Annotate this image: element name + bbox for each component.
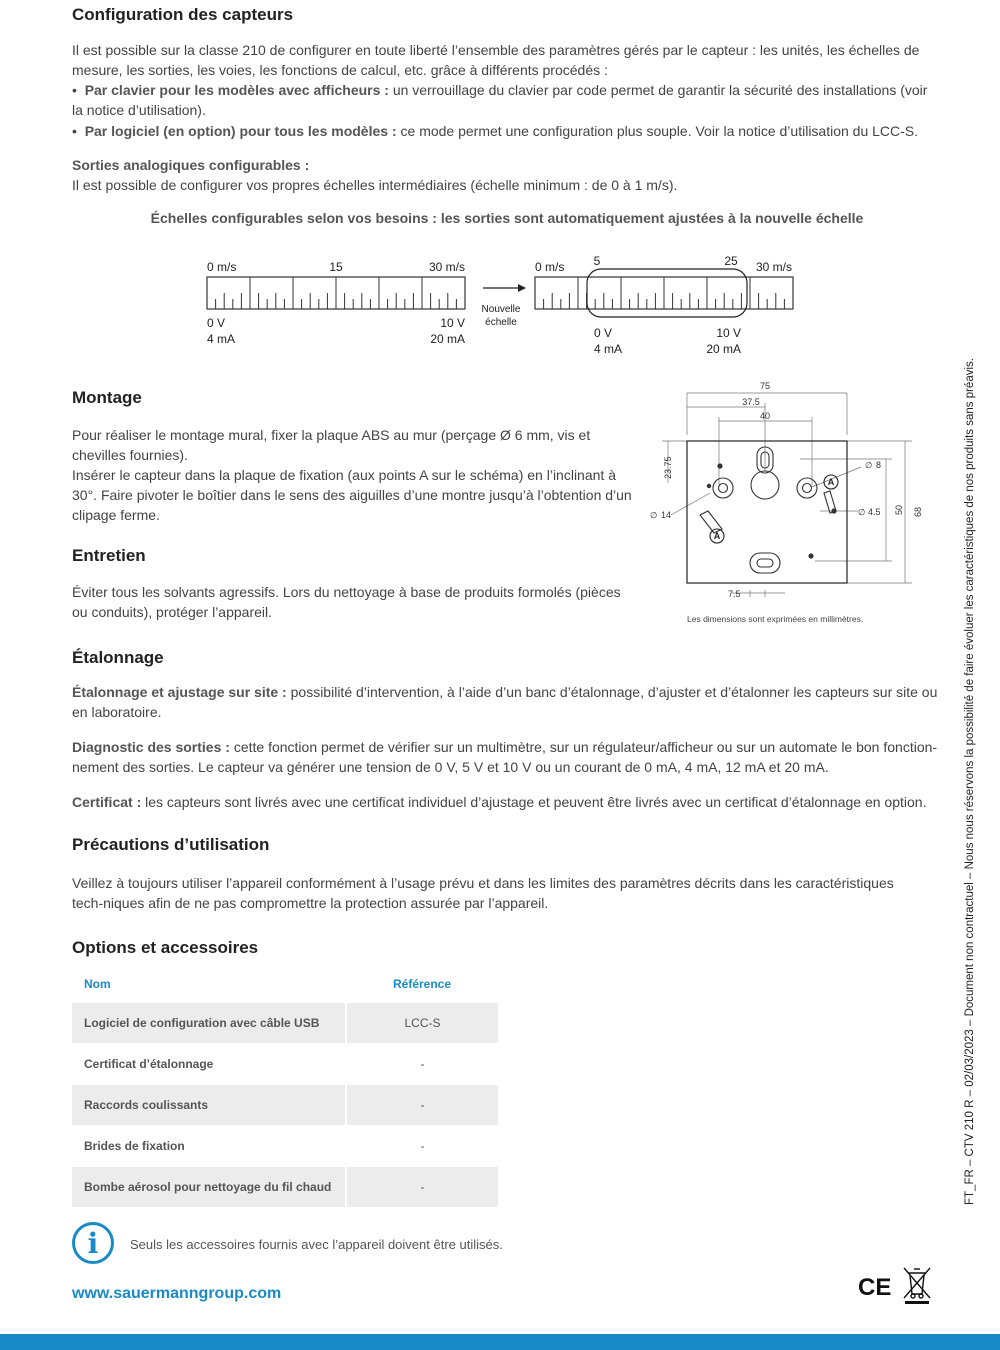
- entretien-text: Éviter tous les solvants agressifs. Lors du nettoyage à base de produits formolés (pièces ou conduits), protéger l’appareil.: [72, 584, 621, 620]
- weee-bar: [905, 1301, 929, 1304]
- etalonnage-p2-text: cette fonction permet de vérifier sur un multimètre, sur un régulateur/afficheur ou sur un automate le bon fonction-nement des sorties. Le capteur va générer une tension de 0 V, 5 V et 10 V ou un courant de 0 mA, 4 mA, 12 mA et 20 mA.: [72, 739, 938, 775]
- row-reference: -: [346, 1085, 498, 1126]
- dim-40: 40: [759, 411, 771, 421]
- etalonnage-p3-text: les capteurs sont livrés avec une certificat individuel d’ajustage et peuvent être livrés avec un certificat d’étalonnage en option.: [141, 794, 927, 810]
- right-scale-max-label: 30 m/s: [755, 260, 792, 274]
- table-row: [72, 1126, 498, 1167]
- table-row: [72, 1085, 498, 1126]
- left-scale-v1: 10 V: [440, 316, 465, 330]
- scale-caption: Échelles configurables selon vos besoins : les sorties sont automatiquement ajustées à la nouvelle échelle: [150, 210, 864, 226]
- column-header-reference: Référence: [392, 977, 452, 991]
- left-scale-min-label: 0 m/s: [207, 260, 237, 274]
- config-title: Configuration des capteurs: [72, 5, 294, 24]
- bullet-keyboard-bold: Par clavier pour les modèles avec afficheurs :: [84, 82, 389, 98]
- bullet-software-text: ce mode permet une configuration plus souple. Voir la notice d’utilisation du LCC-S.: [396, 123, 919, 139]
- side-legal-text: FT_FR – CTV 210 R – 02/03/2023 – Document non contractuel – Nous nous réservons la possibilité de faire évoluer les caractéristiques de nos produits sans préavis.: [964, 358, 976, 1205]
- plate-outline: [687, 441, 847, 583]
- ce-mark-icon: CE: [858, 1274, 892, 1301]
- right-scale-sel-end: 25: [724, 254, 738, 268]
- left-scale-max-label: 30 m/s: [428, 260, 465, 274]
- drawing-caption: Les dimensions sont exprimées en millimètres.: [687, 614, 864, 624]
- config-intro: Il est possible sur la classe 210 de configurer en toute liberté l’ensemble des paramètres gérés par le capteur : les unités, les échelles de mesure, les sorties, les voies, les fonctions de calcul, etc. grâce à différents procédés :: [72, 42, 920, 78]
- etalonnage-p1-text: possibilité d’intervention, à l’aide d’un banc d’étalonnage, d’ajuster et d’étalonner les capteurs sur site ou en laboratoire.: [72, 684, 938, 720]
- point-a-upper-label: A: [827, 477, 835, 487]
- config-bullet-software: • Par logiciel (en option) pour tous les modèles : ce mode permet une configuration plus souple. Voir la notice d’utilisation du LCC-S.: [72, 123, 919, 139]
- footer-accent-bar: [0, 1334, 1000, 1350]
- table-row: [72, 1167, 498, 1208]
- etalonnage-p1: [72, 682, 942, 722]
- row-name: Certificat d’étalonnage: [72, 1044, 346, 1085]
- right-scale-selection-box: [587, 269, 747, 317]
- dim-diameter-14: 14: [661, 510, 672, 520]
- diameter-symbol-4-5: ∅: [858, 507, 866, 517]
- diameter-symbol-8: ∅: [865, 460, 873, 470]
- row-name: Brides de fixation: [72, 1126, 346, 1167]
- entretien-title: Entretien: [72, 546, 146, 565]
- etalonnage-title: Étalonnage: [72, 648, 164, 667]
- dim-diameter-8: 8: [876, 460, 882, 470]
- right-scale-min-label: 0 m/s: [535, 260, 565, 274]
- new-scale-arrow-head: [518, 284, 526, 292]
- row-reference: -: [346, 1167, 498, 1208]
- left-scale-i1: 20 mA: [430, 332, 465, 346]
- info-glyph: i: [87, 1227, 99, 1260]
- dim-diameter-4-5: 4.5: [868, 507, 881, 517]
- dim-68: 68: [913, 506, 923, 517]
- outputs-text: Il est possible de configurer vos propres échelles intermédiaires (échelle minimum : de 0 à 1 m/s).: [72, 177, 678, 193]
- outputs-title: Sorties analogiques configurables :: [72, 157, 310, 173]
- table-row: [72, 1003, 498, 1044]
- left-scale-i0: 4 mA: [207, 332, 236, 346]
- row-reference: -: [346, 1044, 498, 1085]
- right-scale-i1: 20 mA: [706, 342, 741, 356]
- table-row: [72, 1044, 498, 1085]
- left-scale-mid-label: 15: [329, 260, 343, 274]
- etalonnage-p2-bold: Diagnostic des sorties :: [72, 739, 230, 755]
- right-scale-v0: 0 V: [594, 326, 613, 340]
- montage-p1: Pour réaliser le montage mural, fixer la plaque ABS au mur (perçage Ø 6 mm, vis et chevilles fournies).: [72, 427, 591, 463]
- etalonnage-p2: [72, 737, 942, 777]
- row-reference: -: [346, 1126, 498, 1167]
- right-scale-sel-start: 5: [593, 254, 601, 268]
- bullet-keyboard-text: un verrouillage du clavier par code permet de garantir la sécurité des installations (voir la notice d’utilisation).: [72, 82, 928, 118]
- mounting-plate-drawing: [640, 375, 940, 630]
- right-scale-ticks: [535, 277, 793, 309]
- etalonnage-p3-bold: Certificat :: [72, 794, 142, 810]
- row-reference: LCC-S: [346, 1003, 498, 1044]
- point-a-lower-label: A: [713, 531, 721, 541]
- options-title: Options et accessoires: [72, 938, 259, 957]
- bullet-software-bold: Par logiciel (en option) pour tous les modèles :: [84, 123, 397, 139]
- row-name: Raccords coulissants: [72, 1085, 346, 1126]
- table-header-row: [72, 965, 498, 1003]
- right-scale-i0: 4 mA: [594, 342, 623, 356]
- config-bullet-keyboard: • Par clavier pour les modèles avec afficheurs : un verrouillage du clavier par code permet de garantir la sécurité des installations (voir la notice d’utilisation).: [72, 82, 928, 118]
- arrow-label-2: échelle: [485, 317, 517, 328]
- montage-title: Montage: [72, 388, 142, 407]
- accessories-table: [72, 965, 498, 1208]
- etalonnage-p1-bold: Étalonnage et ajustage sur site :: [72, 684, 287, 700]
- dim-23-75: 23.75: [663, 456, 673, 479]
- info-icon: [72, 1222, 114, 1264]
- montage-p2: Insérer le capteur dans la plaque de fixation (aux points A sur le schéma) en l’inclinant à 30°. Faire pivoter le boîtier dans le sens des aiguilles d’une montre jusqu’à l’obtention d’un clipage ferme.: [72, 467, 632, 523]
- info-note: Seuls les accessoires fournis avec l’appareil doivent être utilisés.: [130, 1237, 503, 1252]
- row-name: Bombe aérosol pour nettoyage du fil chaud: [72, 1167, 346, 1208]
- right-scale-v1: 10 V: [716, 326, 741, 340]
- dim-75: 75: [759, 381, 771, 391]
- bottom-slot: [750, 553, 780, 573]
- dim-7-5: 7.5: [728, 589, 741, 599]
- precautions-text: Veillez à toujours utiliser l’appareil conformément à l’usage prévu et dans les limites des paramètres décrits dans les caractéristiques tech-niques afin de ne pas compromettre la protection assurée par l’appareil.: [72, 875, 894, 911]
- diameter-symbol-14: ∅: [650, 510, 658, 520]
- arrow-label-1: Nouvelle: [481, 304, 521, 315]
- row-name: Logiciel de configuration avec câble USB: [72, 1003, 346, 1044]
- center-hole: [751, 471, 779, 499]
- compliance-marks: [858, 1264, 934, 1306]
- dim-37-5: 37.5: [742, 397, 760, 407]
- column-header-name: Nom: [84, 977, 111, 991]
- etalonnage-p3: [72, 792, 942, 812]
- weee-bin-icon: [904, 1268, 930, 1298]
- left-scale-ticks: [207, 277, 465, 309]
- precautions-title: Précautions d’utilisation: [72, 835, 270, 854]
- website-link[interactable]: www.sauermanngroup.com: [72, 1285, 282, 1302]
- dim-50: 50: [894, 504, 904, 515]
- left-scale-v0: 0 V: [207, 316, 226, 330]
- scale-diagram: [0, 245, 1000, 365]
